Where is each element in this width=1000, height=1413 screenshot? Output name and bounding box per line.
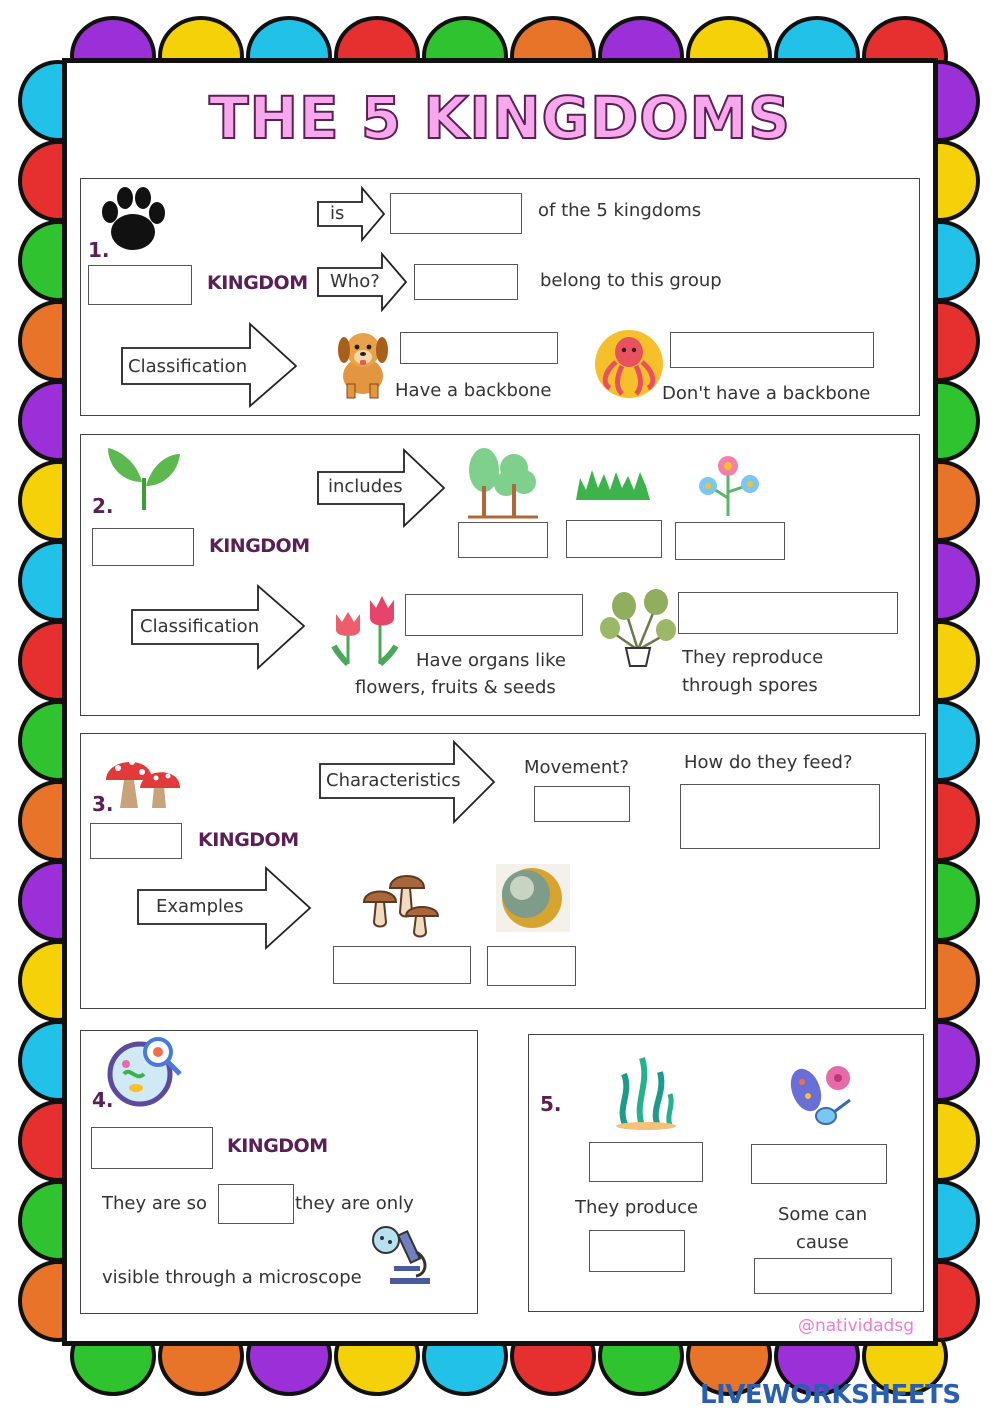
invertebrates-input[interactable] [670, 332, 874, 368]
invertebrates-caption: Don't have a backbone [662, 383, 871, 404]
microbes-input[interactable] [751, 1144, 887, 1184]
fungi-example-input[interactable] [333, 946, 471, 984]
arrow-classification [130, 584, 306, 670]
movement-input[interactable] [534, 786, 630, 822]
arrow-classification-label: Classification [140, 616, 260, 637]
spore-caption-line2: through spores [682, 675, 818, 696]
brand-watermark: LIVEWORKSHEETS [700, 1380, 961, 1410]
section-number: 4. [92, 1088, 114, 1112]
arrow-is-label: is [330, 203, 345, 224]
dog-icon [334, 326, 392, 400]
arrow-is [316, 186, 386, 242]
author-credit: @natividadsg [797, 1316, 914, 1336]
arrow-examples [136, 866, 312, 950]
arrow-characteristics-label: Characteristics [326, 770, 461, 791]
section-number: 2. [92, 494, 114, 518]
toadstool-icon [104, 742, 182, 810]
sentence-start: They are so [102, 1193, 208, 1214]
microscope-icon [370, 1226, 432, 1286]
kingdom-label: KINGDOM [209, 535, 310, 557]
flowering-caption-line1: Have organs like [416, 650, 566, 671]
fern-icon [600, 588, 676, 668]
kingdom-name-input[interactable] [90, 823, 182, 859]
octopus-icon [594, 328, 664, 400]
section-number: 3. [92, 792, 114, 816]
movement-label: Movement? [524, 757, 629, 778]
rank-input[interactable] [390, 193, 522, 234]
arrow-includes [316, 448, 446, 528]
tulips-icon [326, 590, 402, 666]
vertebrates-caption: Have a backbone [395, 380, 552, 401]
sprout-icon [106, 442, 182, 512]
kingdom-label: KINGDOM [207, 272, 308, 294]
fungi-example-input[interactable] [487, 946, 576, 986]
arrow-examples-label: Examples [156, 896, 244, 917]
arrow-characteristics [318, 740, 496, 824]
feeding-input[interactable] [680, 784, 880, 849]
mushrooms-icon [362, 866, 442, 938]
cause-label-line1: Some can [778, 1204, 868, 1225]
plant-type-input[interactable] [675, 522, 785, 560]
arrow-classification-label: Classification [128, 356, 248, 377]
kingdom-name-input[interactable] [91, 1127, 213, 1169]
vertebrates-input[interactable] [400, 332, 558, 364]
size-input[interactable] [218, 1184, 294, 1224]
plant-type-input[interactable] [566, 520, 662, 558]
moldy-orange-icon [496, 864, 570, 932]
algae-icon [612, 1054, 680, 1130]
produce-input[interactable] [589, 1230, 685, 1272]
section-number: 1. [88, 238, 110, 262]
page-title: THE 5 KINGDOMS [208, 84, 792, 152]
arrow-who [316, 252, 408, 312]
grass-icon [576, 468, 650, 502]
sentence-middle: they are only [295, 1193, 414, 1214]
feeding-label: How do they feed? [684, 752, 853, 773]
kingdom-label: KINGDOM [198, 829, 299, 851]
members-suffix: belong to this group [540, 270, 722, 291]
sentence-end: visible through a microscope [102, 1267, 362, 1288]
produce-label: They produce [575, 1197, 699, 1218]
arrow-classification [120, 322, 298, 408]
kingdom-label: KINGDOM [227, 1135, 328, 1157]
arrow-includes-label: includes [328, 476, 403, 497]
cause-input[interactable] [754, 1258, 892, 1294]
algae-input[interactable] [589, 1142, 703, 1182]
spore-caption-line1: They reproduce [682, 647, 824, 668]
arrow-who-label: Who? [330, 271, 380, 292]
kingdom-name-input[interactable] [92, 528, 194, 566]
flowering-plants-input[interactable] [405, 594, 583, 636]
rank-suffix: of the 5 kingdoms [538, 200, 702, 221]
microbes-icon [786, 1060, 860, 1130]
spore-plants-input[interactable] [678, 592, 898, 634]
flowers-icon [694, 448, 764, 518]
petri-dish-icon [106, 1036, 182, 1110]
kingdom-name-input[interactable] [88, 265, 192, 305]
members-input[interactable] [414, 264, 518, 300]
plant-type-input[interactable] [458, 522, 548, 558]
trees-icon [466, 446, 540, 520]
cause-label-line2: cause [796, 1232, 849, 1253]
section-number: 5. [540, 1092, 562, 1116]
flowering-caption-line2: flowers, fruits & seeds [355, 677, 556, 698]
